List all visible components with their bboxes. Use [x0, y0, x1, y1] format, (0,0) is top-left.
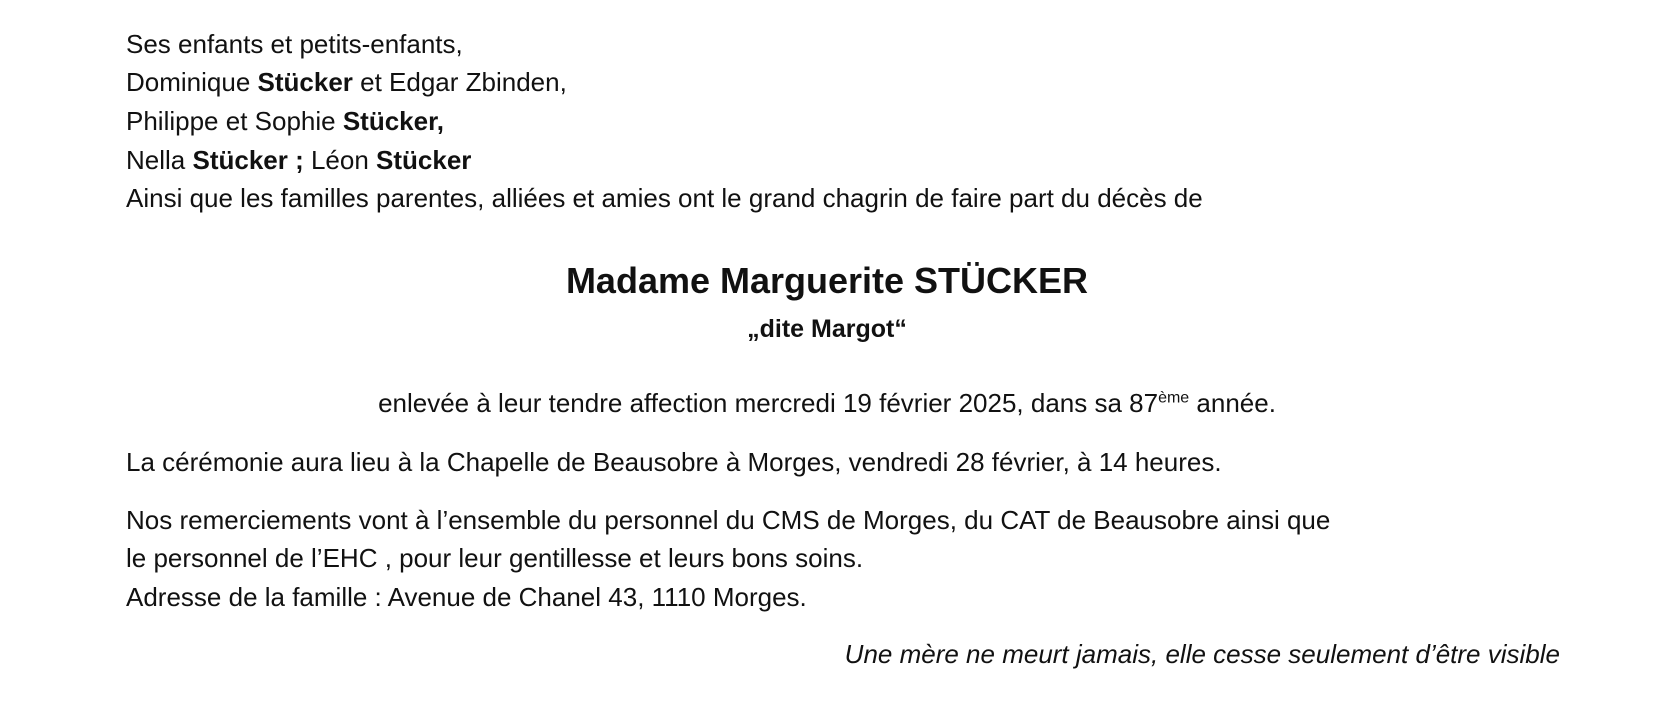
deceased-name: Madame Marguerite STÜCKER — [565, 260, 1089, 301]
family-line-2 — [126, 66, 567, 98]
departure-line — [0, 387, 1654, 419]
ceremony-line: La cérémonie aura lieu à la Chapelle de Beausobre à Morges, vendredi 28 février, à 14 heures. — [126, 447, 1222, 477]
family-line-2-part-a: Dominique — [126, 67, 258, 97]
family-line-4-part-c: Léon — [303, 145, 377, 175]
family-line-4-part-a: Nella — [126, 145, 193, 175]
family-line-3-surname: Stücker, — [342, 106, 444, 136]
family-address: Adresse de la famille : Avenue de Chanel 43, 1110 Morges. — [126, 582, 807, 612]
deceased-nickname: „dite Margot“ — [747, 315, 907, 343]
family-line-4 — [126, 144, 471, 176]
family-line-4-surname-1: Stücker ; — [192, 145, 304, 175]
thanks-line-1: Nos remerciements vont à l’ensemble du personnel du CMS de Morges, du CAT de Beausobre ainsi que — [126, 505, 1331, 535]
family-line-2-part-c: et Edgar Zbinden, — [352, 67, 567, 97]
family-line-1: Ses enfants et petits-enfants, — [126, 29, 463, 59]
family-line-2-surname: Stücker — [257, 67, 353, 97]
departure-superscript: ème — [1158, 389, 1190, 407]
departure-text-after: année. — [1189, 388, 1276, 418]
thanks-line-2: le personnel de l’EHC , pour leur gentillesse et leurs bons soins. — [126, 543, 864, 573]
family-line-3-part-a: Philippe et Sophie — [126, 106, 343, 136]
family-line-3 — [126, 105, 444, 137]
closing-quote: Une mère ne meurt jamais, elle cesse seulement d’être visible — [844, 639, 1560, 669]
departure-text-before: enlevée à leur tendre affection mercredi 19 février 2025, dans sa 87 — [378, 388, 1159, 418]
family-line-5: Ainsi que les familles parentes, alliées et amies ont le grand chagrin de faire part du décès de — [126, 183, 1203, 213]
family-line-4-surname-2: Stücker — [376, 145, 472, 175]
